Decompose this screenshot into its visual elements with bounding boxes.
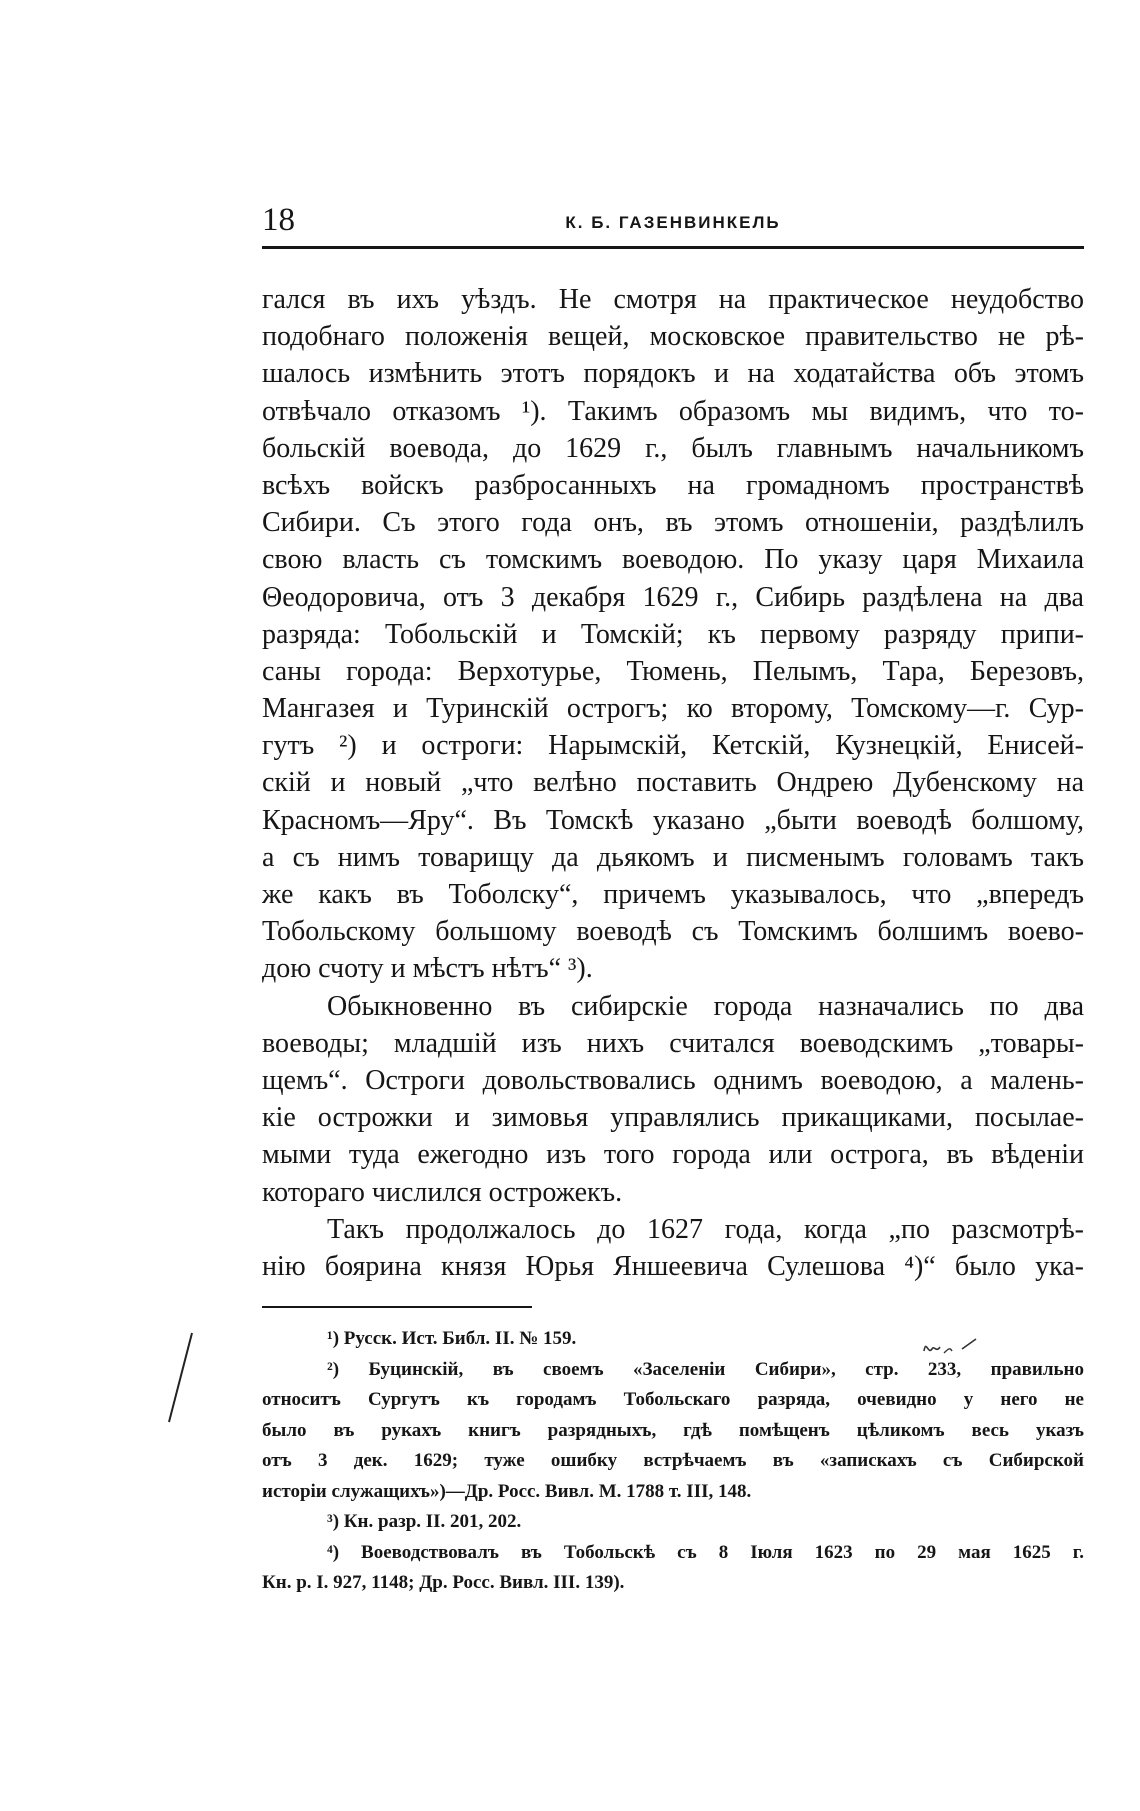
body-line: кіе острожки и зимовья управлялись прикащиками, посылае-: [262, 1102, 1084, 1134]
body-line: подобнаго положенія вещей, московское правительство не рѣ-: [262, 321, 1084, 353]
body-line: а съ нимъ товарищу да дьякомъ и писменымъ головамъ такъ: [262, 841, 1084, 873]
footnote-rule: [262, 1306, 532, 1308]
footnote-line: отъ 3 дек. 1629; туже ошибку встрѣчаемъ въ «запискахъ съ Сибирской: [262, 1450, 1084, 1471]
footnotes: [262, 1324, 1084, 1599]
page-header: [262, 198, 1084, 254]
body-line: нію боярина князя Юрья Яншеевича Сулешова ⁴)“ было ука-: [262, 1250, 1084, 1282]
body-line: же какъ въ Тоболску“, причемъ указывалось, что „впередъ: [262, 879, 1084, 910]
body-line: всѣхъ войскъ разбросанныхъ на громадномъ пространствѣ: [262, 469, 1084, 501]
body-line: саны города: Верхотурье, Тюмень, Пелымъ, Тара, Березовъ,: [262, 655, 1084, 687]
footnote-line: ¹) Русск. Ист. Библ. II. № 159.: [327, 1328, 577, 1349]
header-rule: [262, 246, 1084, 249]
body-line: отвѣчало отказомъ ¹). Такимъ образомъ мы видимъ, что то-: [262, 395, 1084, 427]
body-line: котораго числился острожекъ.: [262, 1176, 623, 1208]
footnote-line: ²) Буцинскій, въ своемъ «Заселеніи Сибири», стр. 233, правильно: [327, 1358, 1084, 1380]
footnote-line: ⁴) Воеводствовалъ въ Тобольскѣ съ 8 Іюля 1623 по 29 мая 1625 г.: [327, 1541, 1084, 1563]
footnote-line: ³) Кн. разр. II. 201, 202.: [327, 1511, 522, 1532]
body-line: мыми туда ежегодно изъ того города или острога, въ вѣденіи: [262, 1139, 1084, 1171]
body-line: Обыкновенно въ сибирскіе города назначались по два: [327, 990, 1084, 1022]
body-line: разряда: Тобольскій и Томскій; къ первому разряду припи-: [262, 618, 1084, 650]
footnote-line: Кн. р. I. 927, 1148; Др. Росс. Вивл. III. 139).: [262, 1572, 625, 1593]
footnote-line: исторіи служащихъ»)—Др. Росс. Вивл. М. 1788 т. III, 148.: [262, 1480, 752, 1502]
body-line: Красномъ—Яру“. Въ Томскѣ указано „быти воеводѣ болшому,: [262, 804, 1084, 836]
footnote-line: относитъ Сургутъ къ городамъ Тобольскаго разряда, очевидно у него не: [262, 1389, 1084, 1410]
body-line: скій и новый „что велѣно поставить Ондрею Дубенскому на: [262, 767, 1084, 799]
body-line: воеводы; младшій изъ нихъ считался воеводскимъ „товары-: [262, 1027, 1084, 1059]
running-head: К. Б. ГАЗЕНВИНКЕЛЬ: [565, 213, 781, 232]
body-line: шалось измѣнить этотъ порядокъ и на ходатайства объ этомъ: [262, 358, 1084, 390]
body-line: Θеодоровича, отъ 3 декабря 1629 г., Сибирь раздѣлена на два: [262, 581, 1084, 613]
handwritten-pencil-note: [920, 1325, 980, 1365]
body-line: гутъ ²) и остроги: Нарымскій, Кетскій, Кузнецкій, Енисей-: [262, 730, 1084, 762]
body-text: [262, 281, 1084, 1285]
body-line: Такъ продолжалось до 1627 года, когда „по разсмотрѣ-: [327, 1213, 1084, 1245]
body-line: дою счоту и мѣстъ нѣтъ“ ³).: [262, 953, 593, 985]
pencil-slash-mark: [165, 1330, 195, 1425]
body-line: свою власть съ томскимъ воеводою. По указу царя Михаила: [262, 544, 1084, 576]
page-number: 18: [262, 202, 295, 238]
body-line: щемъ“. Остроги довольствовались однимъ воеводою, а малень-: [262, 1064, 1084, 1096]
body-line: больскій воевода, до 1629 г., былъ главнымъ начальникомъ: [262, 432, 1084, 464]
body-line: Сибири. Съ этого года онъ, въ этомъ отношеніи, раздѣлилъ: [262, 507, 1084, 539]
body-line: гался въ ихъ уѣздъ. Не смотря на практическое неудобство: [262, 284, 1084, 315]
body-line: Тобольскому большому воеводѣ съ Томскимъ болшимъ воево-: [262, 916, 1084, 948]
body-line: Мангазея и Туринскій острогъ; ко второму, Томскому—г. Сур-: [262, 693, 1084, 725]
footnote-line: было въ рукахъ книгъ разрядныхъ, гдѣ помѣщенъ цѣликомъ весь указъ: [262, 1419, 1084, 1441]
